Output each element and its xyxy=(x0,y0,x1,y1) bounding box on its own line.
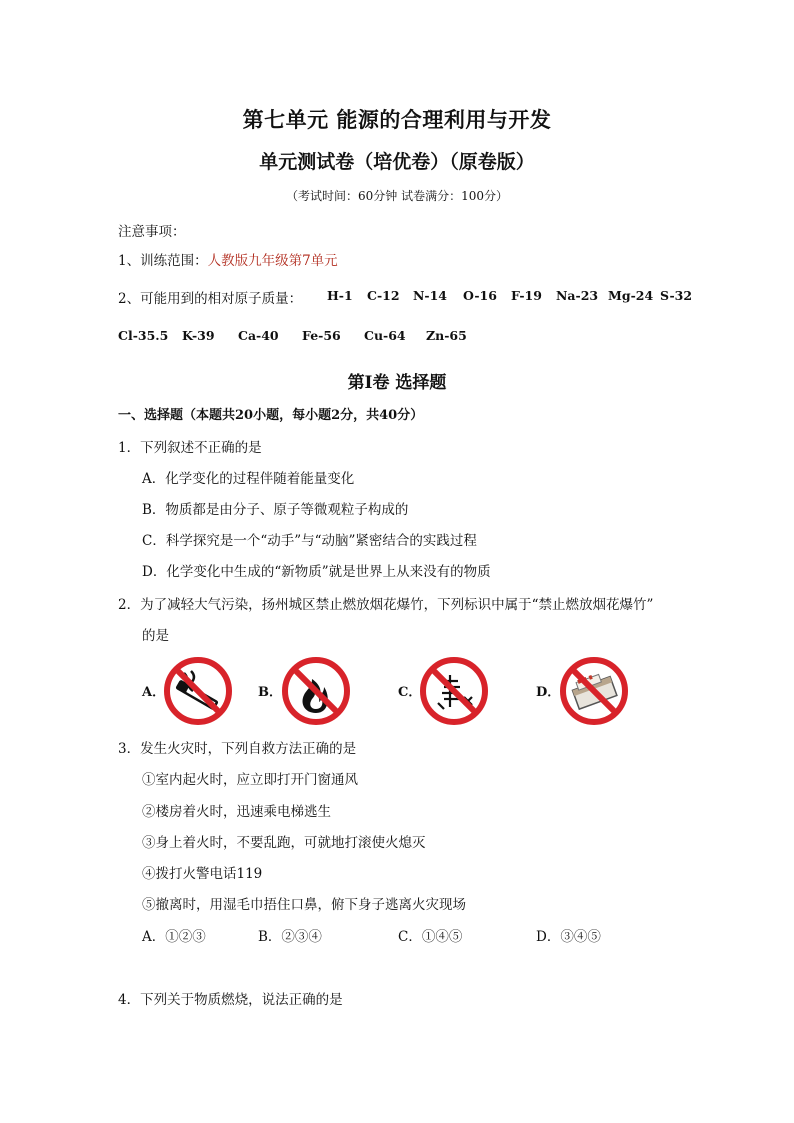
atomic-mass: Cl-35.5 xyxy=(118,328,169,343)
sign-option-a-label: A． xyxy=(142,685,166,700)
question-1-stem: 1．下列叙述不正确的是 xyxy=(118,440,262,456)
question-1-option-a: A．化学变化的过程伴随着能量变化 xyxy=(142,471,355,487)
atomic-mass: N-14 xyxy=(413,288,448,303)
question-1-option-c: C．科学探究是一个“动手”与“动脑”紧密结合的实践过程 xyxy=(142,533,477,549)
atomic-mass: S-32 xyxy=(660,288,693,303)
page-title: 第七单元 能源的合理利用与开发 xyxy=(242,107,552,132)
notes-item-1-prefix: 1、训练范围： xyxy=(118,253,208,269)
question-2-stem: 2．为了减轻大气污染，扬州城区禁止燃放烟花爆竹，下列标识中属于“禁止燃放烟花爆竹” xyxy=(118,597,654,613)
notes-item-2-prefix: 2、可能用到的相对原子质量： xyxy=(118,291,303,307)
atomic-mass-row-2 xyxy=(118,328,467,343)
question-3-stem: 3．发生火灾时，下列自救方法正确的是 xyxy=(118,741,357,757)
atomic-mass: Ca-40 xyxy=(238,328,279,343)
question-3-answer-c: C．①④⑤ xyxy=(398,929,463,945)
question-4-stem: 4．下列关于物质燃烧，说法正确的是 xyxy=(118,992,343,1008)
atomic-mass-row-1 xyxy=(327,288,692,303)
no-fireworks-sign-icon xyxy=(418,655,490,727)
sign-option-d-label: D． xyxy=(536,685,561,700)
question-3-answer-a: A．①②③ xyxy=(142,929,206,945)
part-heading: 一、选择题（本题共20小题，每小题2分，共40分） xyxy=(118,408,424,423)
atomic-mass: Zn-65 xyxy=(426,328,467,343)
question-3-item-1: ①室内起火时，应立即打开门窗通风 xyxy=(142,772,358,788)
atomic-mass: Fe-56 xyxy=(302,328,341,343)
atomic-mass: Na-23 xyxy=(556,288,599,303)
question-3-item-4: ④拨打火警电话119 xyxy=(142,866,263,882)
page-subtitle: 单元测试卷（培优卷）（原卷版） xyxy=(259,151,535,173)
atomic-mass: H-1 xyxy=(327,288,353,303)
question-1-option-b: B．物质都是由分子、原子等微观粒子构成的 xyxy=(142,502,409,518)
atomic-mass: F-19 xyxy=(511,288,542,303)
section-title: 第Ⅰ卷 选择题 xyxy=(347,373,447,393)
atomic-mass: Mg-24 xyxy=(608,288,654,303)
atomic-mass: C-12 xyxy=(367,288,400,303)
question-3-answer-d: D．③④⑤ xyxy=(536,929,601,945)
exam-info: （考试时间：60分钟 试卷满分：100分） xyxy=(286,189,508,203)
sign-option-b-label: B． xyxy=(258,685,282,700)
atomic-mass: Cu-64 xyxy=(364,328,406,343)
no-open-flame-sign-icon xyxy=(280,655,352,727)
training-range: 人教版九年级第7单元 xyxy=(207,253,338,269)
question-1-option-d: D．化学变化中生成的“新物质”就是世界上从来没有的物质 xyxy=(142,564,491,580)
no-smoking-sign-icon xyxy=(162,655,234,727)
question-3-answer-b: B．②③④ xyxy=(258,929,322,945)
sign-option-c-label: C． xyxy=(398,685,422,700)
atomic-mass: K-39 xyxy=(182,328,215,343)
no-matches-sign-icon xyxy=(558,655,630,727)
notes-item-2 xyxy=(118,287,302,307)
question-3-item-2: ②楼房着火时，迅速乘电梯逃生 xyxy=(142,804,331,820)
atomic-mass: O-16 xyxy=(463,288,497,303)
question-3-item-5: ⑤撤离时，用湿毛巾捂住口鼻，俯下身子逃离火灾现场 xyxy=(142,897,466,913)
question-2-stem-line-2: 的是 xyxy=(142,628,169,644)
question-3-item-3: ③身上着火时，不要乱跑，可就地打滚使火熄灭 xyxy=(142,835,426,851)
notes-item-1 xyxy=(118,249,338,269)
notes-heading: 注意事项： xyxy=(118,224,186,240)
